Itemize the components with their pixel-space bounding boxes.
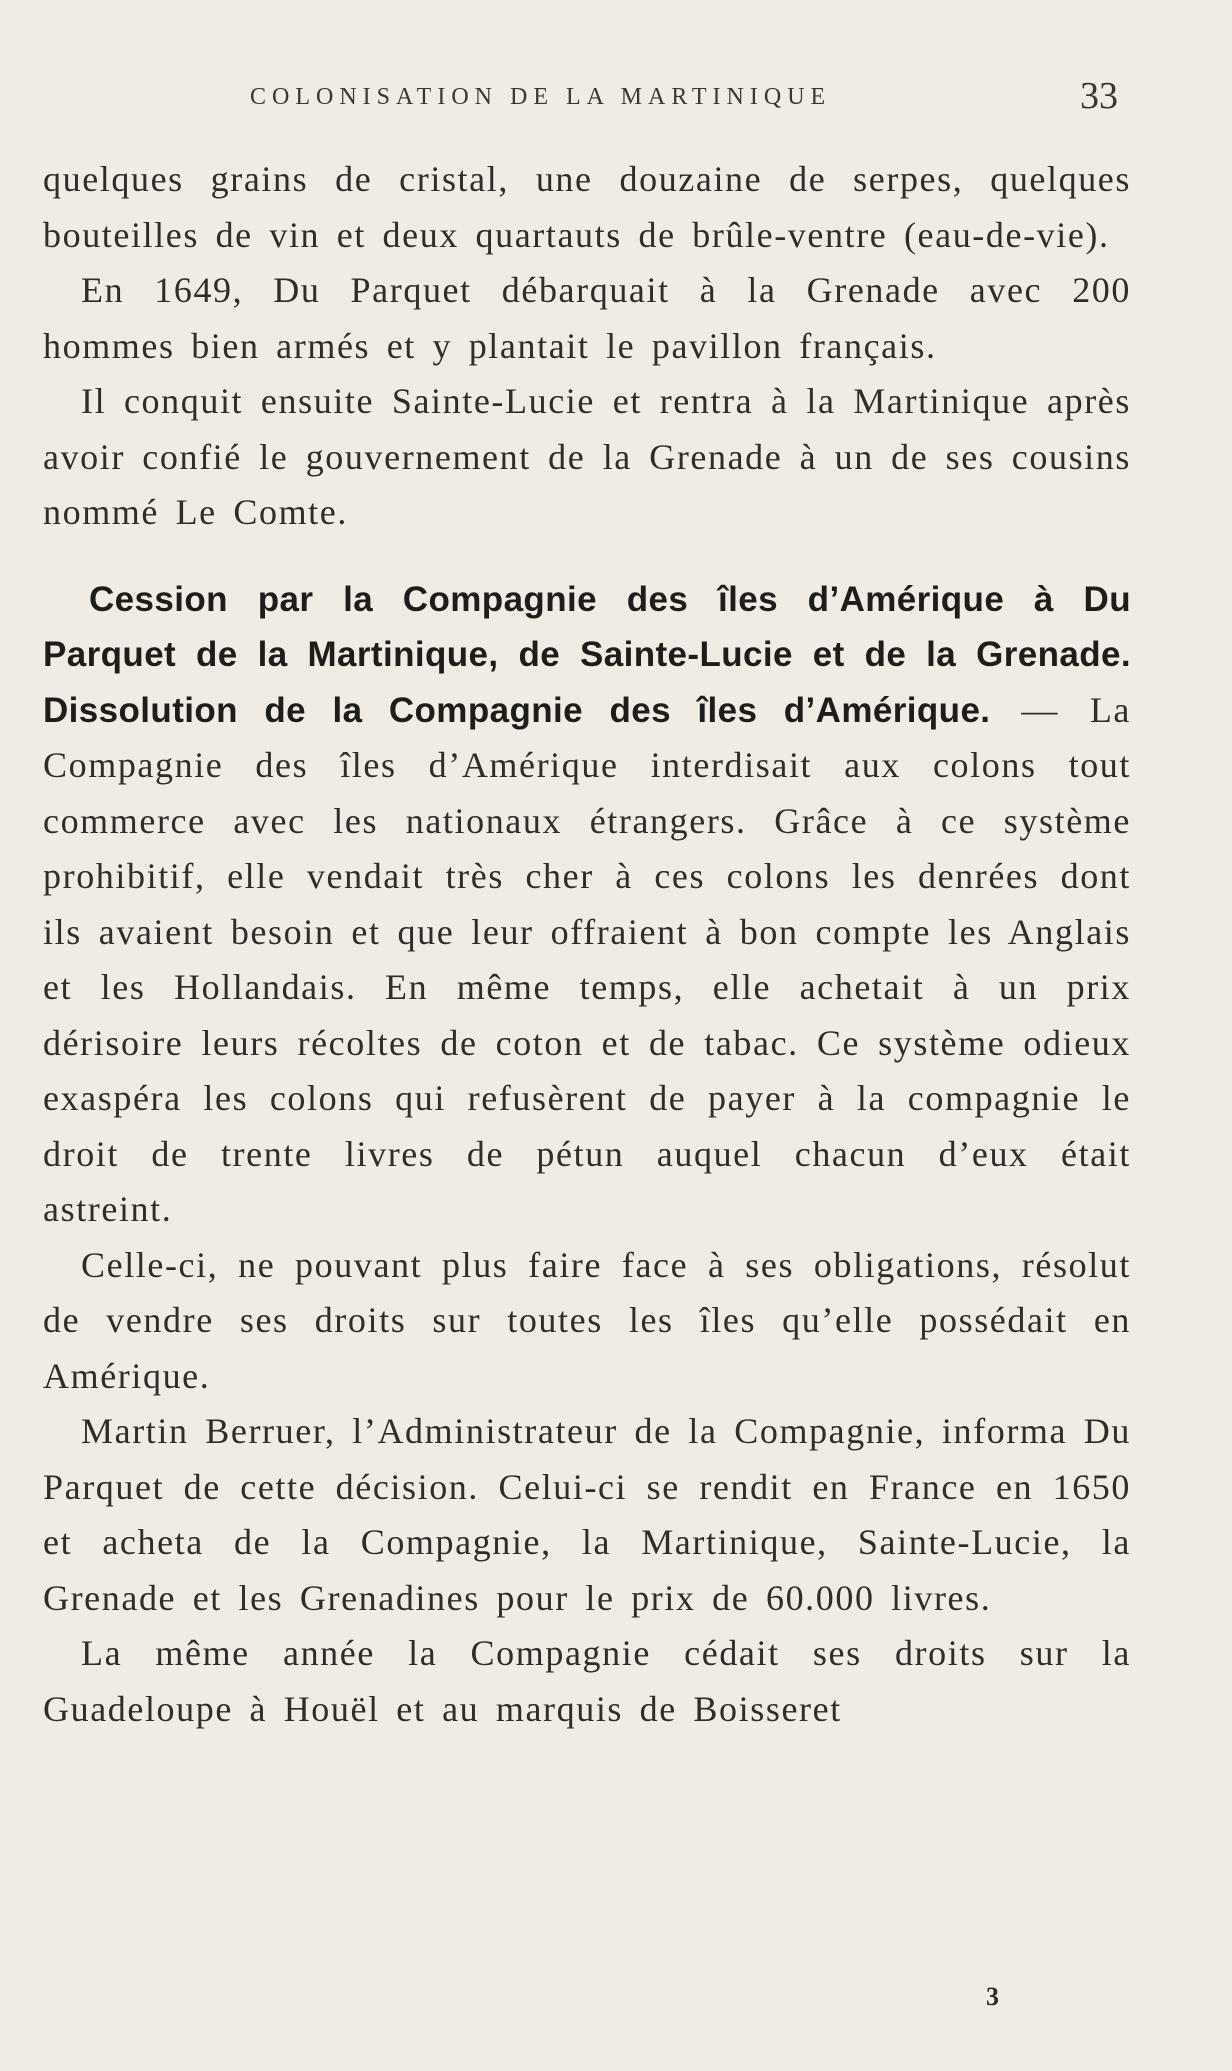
paragraph-martin-berruer: Martin Berruer, l’Administrateur de la Compagnie, informa Du Parquet de cette décision. Celui-ci se rendit en France en 1650 et acheta de la Compagnie, la Martinique, Sainte-Lucie, la Grenade et les Grenadines pour le prix de 60.000 livres. <box>43 1411 1131 1618</box>
paragraph-continuation: quelques grains de cristal, une douzaine de serpes, quelques bouteilles de vin et deux quartauts de brûle-ventre (eau-de-vie). <box>43 159 1131 255</box>
section-heading: Cession par la Compagnie des îles d’Amérique à Du Parquet de la Martinique, de Sainte-Lucie et de la Grenade. Dissolution de la Compagnie des îles d’Amérique. <box>43 579 1131 730</box>
running-head <box>0 75 1232 118</box>
page-number: 33 <box>1080 75 1118 117</box>
paragraph-company-sale: Celle-ci, ne pouvant plus faire face à ses obligations, résolut de vendre ses droits sur toutes les îles qu’elle possédait en Amérique. <box>43 1244 1131 1396</box>
section-text: — La Compagnie des îles d’Amérique interdisait aux colons tout commerce avec les nationaux étrangers. Grâce à ce système prohibitif, elle vendait très cher à ces colons les denrées dont ils avaient besoin et que leur offraient à bon compte les Anglais et les Hollandais. En même temps, elle achetait à un prix dérisoire leurs récoltes de coton et de tabac. Ce système odieux exaspéra les colons qui refusèrent de payer à la compagnie le droit de trente livres de pétun auquel chacun d’eux était astreint. <box>43 689 1131 1229</box>
paragraph-grenade-landing: En 1649, Du Parquet débarquait à la Grenade avec 200 hommes bien armés et y plantait le pavillon français. <box>43 270 1131 366</box>
body-text <box>43 152 1131 1737</box>
paragraph-sainte-lucie-conquest: Il conquit ensuite Sainte-Lucie et rentra à la Martinique après avoir confié le gouvernement de la Grenade à un de ses cousins nommé Le Comte. <box>43 381 1131 532</box>
paragraph-guadeloupe: La même année la Compagnie cédait ses droits sur la Guadeloupe à Houël et au marquis de Boisseret <box>43 1633 1131 1729</box>
section-paragraph <box>43 572 1131 1238</box>
signature-mark: 3 <box>986 1982 999 2011</box>
running-title: COLONISATION DE LA MARTINIQUE <box>250 84 832 110</box>
